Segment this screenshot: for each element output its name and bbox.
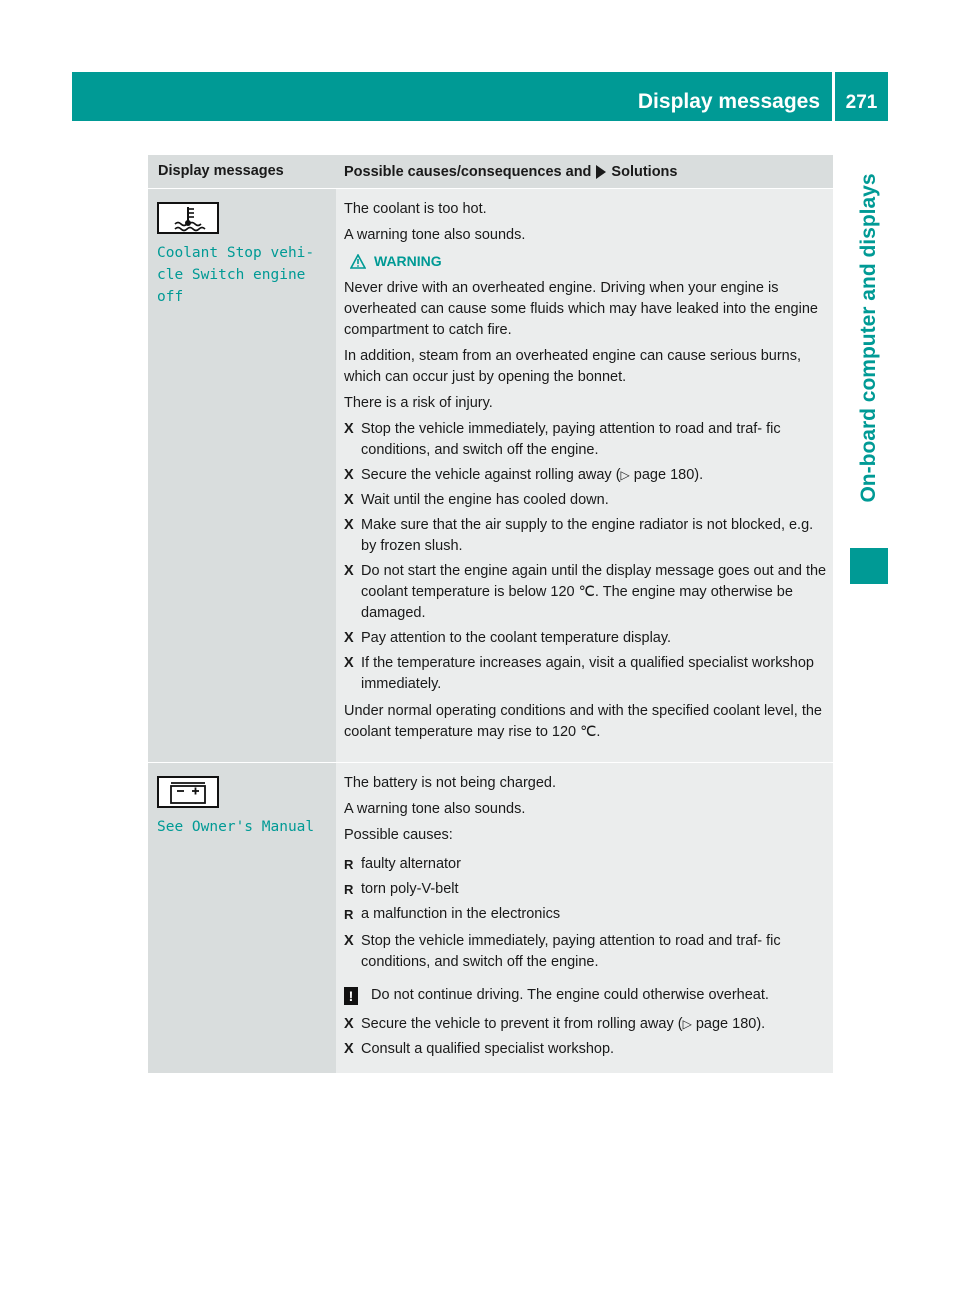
step-marker-icon: X xyxy=(344,655,354,671)
page-reference-icon: ▷ xyxy=(682,1017,692,1031)
coolant-temperature-icon xyxy=(157,202,219,234)
step-text-part: Secure the vehicle to prevent it from rolling away ( xyxy=(361,1016,683,1032)
warning-label: WARNING xyxy=(374,253,442,269)
step-marker-icon: X xyxy=(344,1016,354,1032)
column-header-display-messages: Display messages xyxy=(158,163,284,179)
step-marker-icon: X xyxy=(344,492,354,508)
table-header xyxy=(148,155,833,188)
paragraph: The coolant is too hot. xyxy=(344,201,487,217)
exclamation-icon: ! xyxy=(344,987,358,1005)
warning-text: Never drive with an overheated engine. Driving when your engine is overheated can cause some fluids which may have leaked into the engine compartment to catch fire. xyxy=(344,280,818,338)
step-item xyxy=(344,490,827,511)
list-item xyxy=(344,854,827,875)
step-text: Wait until the engine has cooled down. xyxy=(361,492,609,508)
note-text: Do not continue driving. The engine could otherwise overheat. xyxy=(371,987,769,1003)
warning-triangle-icon xyxy=(350,254,366,269)
step-marker-icon: X xyxy=(344,421,354,437)
step-item xyxy=(344,465,827,486)
paragraph: A warning tone also sounds. xyxy=(344,227,526,243)
warning-text: In addition, steam from an overheated engine can cause serious burns, which can occur just by opening the bonnet. xyxy=(344,348,802,385)
table-row xyxy=(148,188,833,762)
step-text xyxy=(361,1014,765,1035)
solutions-cell xyxy=(336,189,833,762)
side-tab xyxy=(850,148,888,528)
step-item xyxy=(344,628,827,649)
paragraph: The battery is not being charged. xyxy=(344,775,556,791)
column-header-causes xyxy=(336,155,833,188)
header-title: Display messages xyxy=(637,90,820,113)
step-marker-icon: X xyxy=(344,517,354,533)
step-marker-icon: X xyxy=(344,563,354,579)
step-text: Consult a qualified specialist workshop. xyxy=(361,1041,615,1057)
table-row xyxy=(148,762,833,1073)
battery-icon xyxy=(157,776,219,808)
step-text: Make sure that the air supply to the engine radiator is not blocked, e.g. by frozen slush. xyxy=(361,517,814,554)
list-item-text: faulty alternator xyxy=(361,856,461,872)
list-item-text: a malfunction in the electronics xyxy=(361,906,561,922)
step-text-part: Secure the vehicle against rolling away ( xyxy=(361,467,621,483)
step-text: Do not start the engine again until the display message goes out and the coolant temperature is below 120 ℃. The engine may otherwise be damaged. xyxy=(361,563,827,621)
note-item xyxy=(344,985,827,1006)
bullet-marker-icon: R xyxy=(344,907,354,922)
step-text xyxy=(361,465,703,486)
step-item xyxy=(344,931,827,973)
list-item xyxy=(344,904,827,925)
step-marker-icon: X xyxy=(344,630,354,646)
step-item xyxy=(344,1039,827,1060)
step-item xyxy=(344,561,827,624)
step-item xyxy=(344,419,827,461)
list-item-text: torn poly-V-belt xyxy=(361,881,459,897)
side-marker xyxy=(850,548,888,584)
display-message-text: Coolant Stop vehi‐ cle Switch engine off xyxy=(157,245,315,305)
page-reference-link[interactable]: page 180). xyxy=(629,467,704,483)
step-item xyxy=(344,653,827,695)
page-reference-icon: ▷ xyxy=(620,468,630,482)
side-tab-label: On-board computer and displays xyxy=(857,173,880,503)
step-marker-icon: X xyxy=(344,933,354,949)
step-text: Pay attention to the coolant temperature display. xyxy=(361,630,672,646)
display-message-text: See Owner's Manual xyxy=(157,819,315,835)
step-text: Stop the vehicle immediately, paying attention to road and traf- fic conditions, and switch off the engine. xyxy=(361,933,781,970)
step-text: Stop the vehicle immediately, paying attention to road and traf- fic conditions, and switch off the engine. xyxy=(361,421,781,458)
step-item xyxy=(344,515,827,557)
step-marker-icon: X xyxy=(344,467,354,483)
page-reference-link[interactable]: page 180). xyxy=(691,1016,766,1032)
step-item xyxy=(344,1014,827,1035)
paragraph: Possible causes: xyxy=(344,827,453,843)
paragraph: Under normal operating conditions and with the specified coolant level, the coolant temperature may rise to 120 ℃. xyxy=(344,703,822,740)
bullet-marker-icon: R xyxy=(344,882,354,897)
warning-text: There is a risk of injury. xyxy=(344,395,493,411)
message-cell xyxy=(148,189,336,762)
header-bar xyxy=(72,72,832,121)
page-number: 271 xyxy=(835,72,888,121)
step-text: If the temperature increases again, visit a qualified specialist workshop immediately. xyxy=(361,655,814,692)
warning-heading xyxy=(350,251,827,272)
column-header-solutions-text: Solutions xyxy=(611,163,678,180)
column-header-causes-text: Possible causes/consequences and xyxy=(344,163,592,180)
display-messages-table xyxy=(148,155,833,1073)
solutions-cell xyxy=(336,763,833,1073)
bullet-marker-icon: R xyxy=(344,857,354,872)
message-cell xyxy=(148,763,336,1073)
solutions-arrow-icon xyxy=(596,165,606,179)
step-marker-icon: X xyxy=(344,1041,354,1057)
list-item xyxy=(344,879,827,900)
paragraph: A warning tone also sounds. xyxy=(344,801,526,817)
